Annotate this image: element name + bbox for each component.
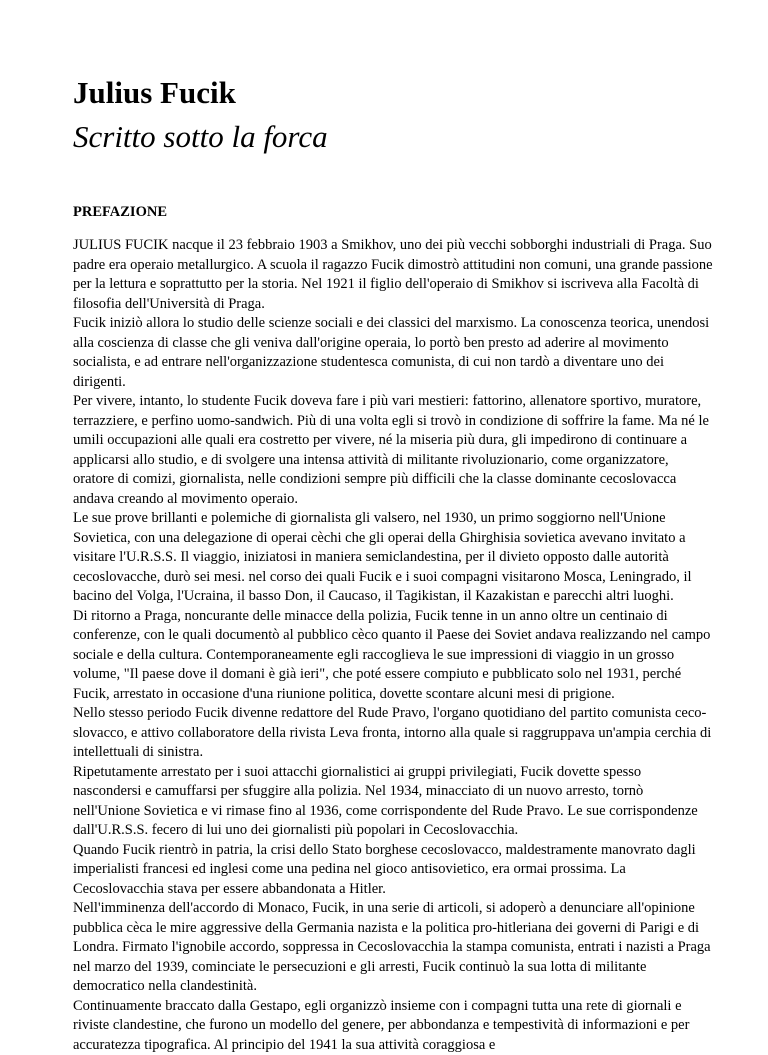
book-title: Scritto sotto la forca [73, 118, 328, 156]
paragraph: Per vivere, intanto, lo studente Fucik doveva fare i più vari mestieri: fattorino, allenatore sportivo, muratore, terrazziere, e perfino uomo-sandwich. Più di una volta egli si trovò in condizione di soffrire la fame. Ma né le umili occupazioni alle quali era costretto per vivere, né la miseria più dura, gli impedirono di continuare a applicarsi allo studio, e di svolgere una intensa attività di militante rivoluzionario, come organizzatore, oratore di comizi, giornalista, nelle condizioni sempre più difficili che la classe dominante cecoslovacca andava creando al movimento operaio. [73, 392, 713, 509]
paragraph: Continuamente braccato dalla Gestapo, egli organizzò insieme con i compagni tutta una rete di giornali e riviste clandestine, che furono un modello del genere, per abbondanza e tempestività di informazioni e per accuratezza tipografica. Al principio del 1941 la sua attività coraggiosa e [73, 997, 713, 1055]
paragraph: Fucik iniziò allora lo studio delle scienze sociali e dei classici del marxismo. La conoscenza teorica, unendosi alla coscienza di classe che gli veniva dall'origine operaia, lo portò ben presto ad aderire al movimento socialista, e ad entrare nell'organizzazione studentesca comunista, di cui non tardò a diventare uno dei dirigenti. [73, 314, 713, 392]
paragraph: JULIUS FUCIK nacque il 23 febbraio 1903 a Smikhov, uno dei più vecchi sobborghi industriali di Praga. Suo padre era operaio metallurgico. A scuola il ragazzo Fucik dimostrò attitudini non comuni, una grande passione per la lettura e soprattutto per la storia. Nel 1921 il figlio dell'operaio di Smikhov si iscriveva alla Facoltà di filosofia dell'Università di Praga. [73, 236, 713, 314]
paragraph: Ripetutamente arrestato per i suoi attacchi giornalistici ai gruppi privilegiati, Fucik dovette spesso nascondersi e camuffarsi per sfuggire alla polizia. Nel 1934, minacciato di un nuovo arresto, tornò nell'Unione Sovietica e vi rimase fino al 1936, come corrispondente del Rude Pravo. Le sue corrispondenze dall'U.R.S.S. fecero di lui uno dei giornalisti più popolari in Cecoslovacchia. [73, 763, 713, 841]
paragraph: Di ritorno a Praga, noncurante delle minacce della polizia, Fucik tenne in un anno oltre un centinaio di conferenze, con le quali documentò al pubblico cèco quanto il Paese dei Soviet andava realizzando nel campo sociale e della cultura. Contemporaneamente egli raccoglieva le sue impressioni di viaggio in un grosso volume, "Il paese dove il domani è già ieri", che poté essere compiuto e pubblicato solo nel 1931, perché Fucik, arrestato in occasione d'una riunione politica, dovette scontare alcuni mesi di prigione. [73, 607, 713, 705]
section-heading: PREFAZIONE [73, 202, 167, 222]
paragraph: Nell'imminenza dell'accordo di Monaco, Fucik, in una serie di articoli, si adoperò a denunciare all'opinione pubblica cèca le mire aggressive della Germania nazista e la politica pro-hitleriana dei governi di Parigi e di Londra. Firmato l'ignobile accordo, soppressa in Cecoslovacchia la stampa comunista, entrati i nazisti a Praga nel marzo del 1939, cominciate le persecuzioni e gli arresti, Fucik continuò la sua lotta di militante democratico nella clandestinità. [73, 899, 713, 997]
paragraph: Le sue prove brillanti e polemiche di giornalista gli valsero, nel 1930, un primo soggiorno nell'Unione Sovietica, con una delegazione di operai cèchi che gli operai della Ghirghisia sovietica avevano invitato a visitare l'U.R.S.S. Il viaggio, iniziatosi in maniera semiclandestina, per il divieto opposto dalle autorità cecoslovacche, durò sei mesi. nel corso dei quali Fucik e i suoi compagni visitarono Mosca, Leningrado, il bacino del Volga, l'Ucraina, il basso Don, il Caucaso, il Tagikistan, il Kazakistan e parecchi altri luoghi. [73, 509, 713, 607]
paragraph: Quando Fucik rientrò in patria, la crisi dello Stato borghese cecoslovacco, maldestramente manovrato dagli imperialisti francesi ed inglesi come una pedina nel gioco antisovietico, era ormai prossima. La Cecoslovacchia stava per essere abbandonata a Hitler. [73, 841, 713, 900]
author-name: Julius Fucik [73, 75, 236, 111]
paragraph: Nello stesso periodo Fucik divenne redattore del Rude Pravo, l'organo quotidiano del partito comunista ceco-slovacco, e attivo collaboratore della rivista Leva fronta, intorno alla quale si raggruppava un'ampia cerchia di intellettuali di sinistra. [73, 704, 713, 763]
preface-body [73, 236, 713, 1055]
